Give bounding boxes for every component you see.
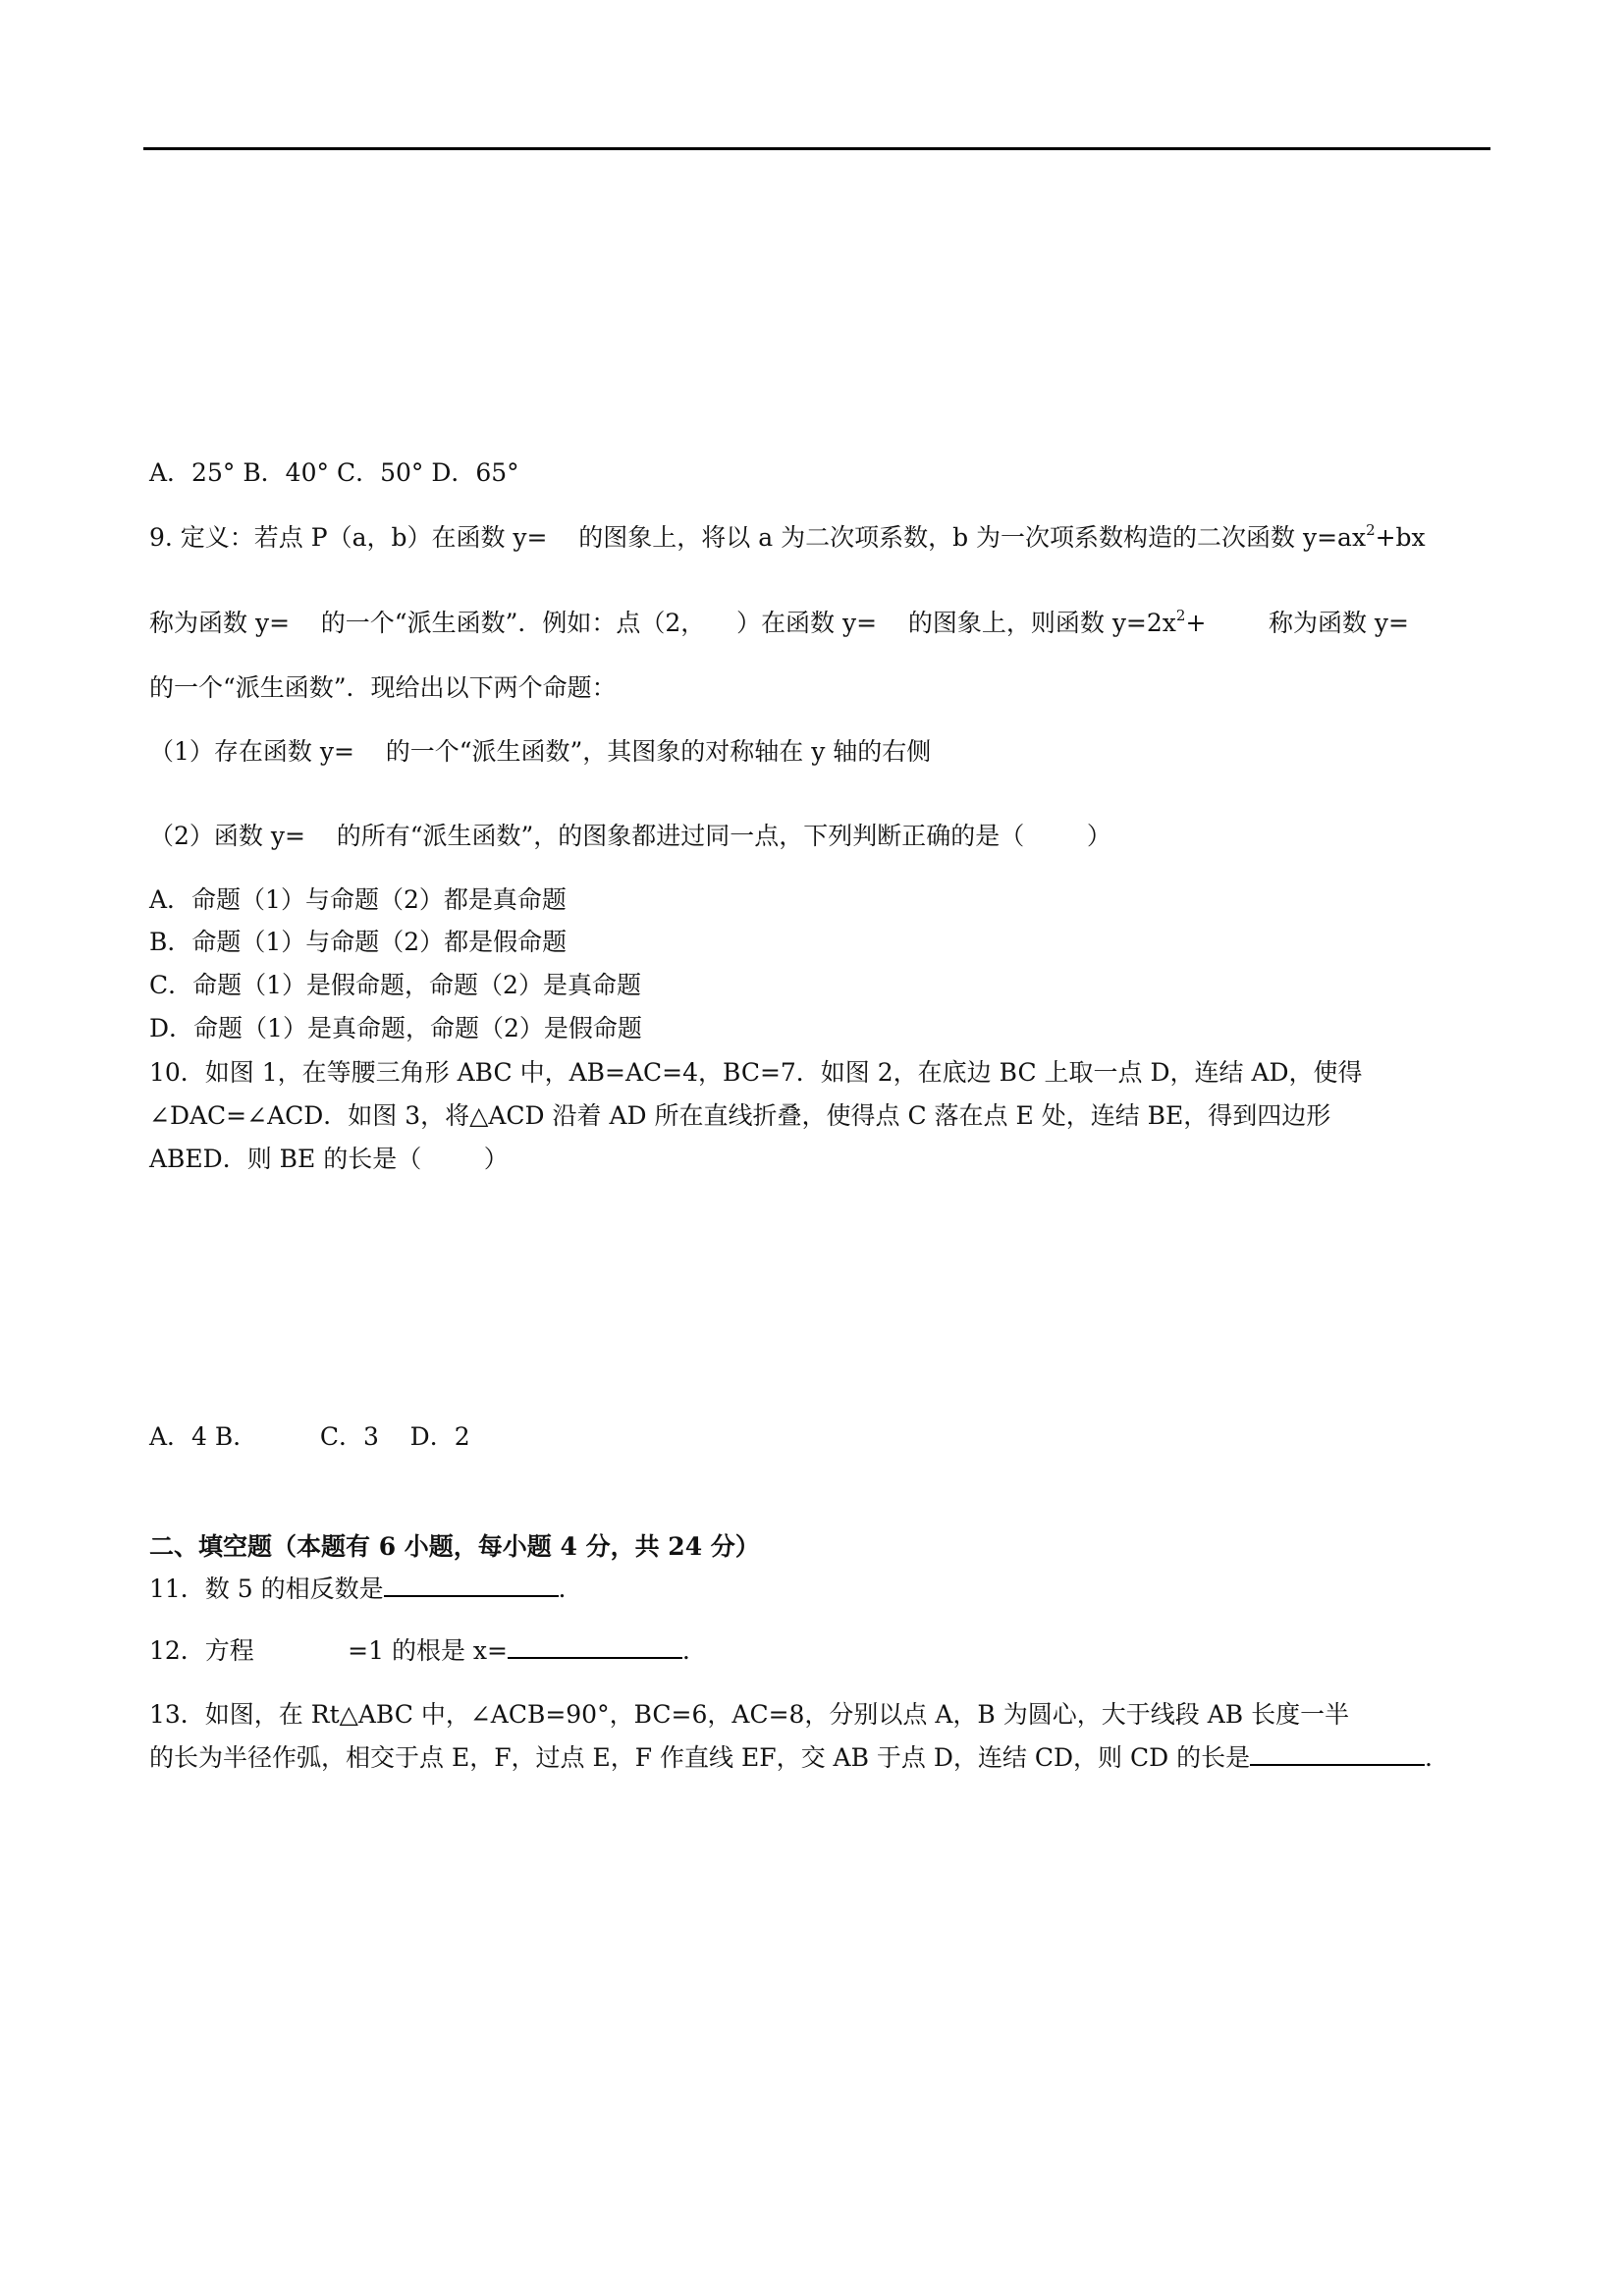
q9-line-1 [149,522,1426,554]
q11-answer-blank[interactable] [384,1574,559,1597]
q11 [149,1574,583,1605]
q8-options: A．25° B．40° C．50° D．65° [149,458,519,487]
q9-statement-1: （1）存在函数 y= 的一个“派生函数”，其图象的对称轴在 y 轴的右侧 [149,737,932,766]
q9-option-a: A．命题（1）与命题（2）都是真命题 [149,885,567,914]
q12 [149,1635,707,1667]
q13-answer-blank[interactable] [1250,1742,1425,1766]
q12-answer-blank[interactable] [508,1635,682,1659]
section-heading: 二、填空题（本题有 6 小题，每小题 4 分，共 24 分） [149,1532,760,1561]
q9-option-c: C．命题（1）是假命题，命题（2）是真命题 [149,971,641,999]
q9-line-2-tail: + 称为函数 y= [1185,609,1409,637]
q13-line-2 [149,1742,1449,1774]
q9-line-3: 的一个“派生函数”．现给出以下两个命题： [149,673,617,702]
q9-exponent: 2 [1366,521,1376,539]
q11-text: 11．数 5 的相反数是 [149,1575,384,1603]
q9-line-2 [149,608,1409,639]
q12-text: 12．方程 =1 的根是 x= [149,1636,508,1665]
q9-line-1-text: 9. 定义：若点 P（a，b）在函数 y= 的图象上，将以 a 为二次项系数，b 为一次项系数构造的二次函数 y=ax [149,523,1367,552]
q13-line-1: 13．如图，在 Rt△ABC 中，∠ACB=90°，BC=6，AC=8，分别以点 A，B 为圆心，大于线段 AB 长度一半 [149,1700,1350,1729]
q9-line-2-text: 称为函数 y= 的一个“派生函数”．例如：点（2， ）在函数 y= 的图象上，则函数 y=2x [149,609,1176,637]
q12-end: ． [681,1636,707,1665]
q10-line-2: ∠DAC=∠ACD．如图 3，将△ACD 沿着 AD 所在直线折叠，使得点 C 落在点 E 处，连结 BE，得到四边形 [149,1101,1331,1130]
q9-option-b: B．命题（1）与命题（2）都是假命题 [149,928,568,956]
q10-line-1: 10．如图 1，在等腰三角形 ABC 中，AB=AC=4，BC=7．如图 2，在底边 BC 上取一点 D，连结 AD，使得 [149,1058,1363,1087]
q9-line-1-tail: +bx [1375,523,1426,552]
q9-statement-2: （2）函数 y= 的所有“派生函数”，的图象都进过同一点，下列判断正确的是（ ） [149,822,1111,850]
q9-exponent-2: 2 [1175,607,1186,624]
header-rule [143,147,1490,150]
q10-options: A．4 B． C．3 D．2 [149,1422,470,1451]
q11-end: ． [558,1575,583,1603]
q10-line-3: ABED．则 BE 的长是（ ） [149,1145,509,1173]
q13-end: ． [1425,1743,1450,1772]
q9-option-d: D．命题（1）是真命题，命题（2）是假命题 [149,1014,642,1042]
q13-line-2-text: 的长为半径作弧，相交于点 E，F，过点 E，F 作直线 EF，交 AB 于点 D，连结 CD，则 CD 的长是 [149,1743,1251,1772]
